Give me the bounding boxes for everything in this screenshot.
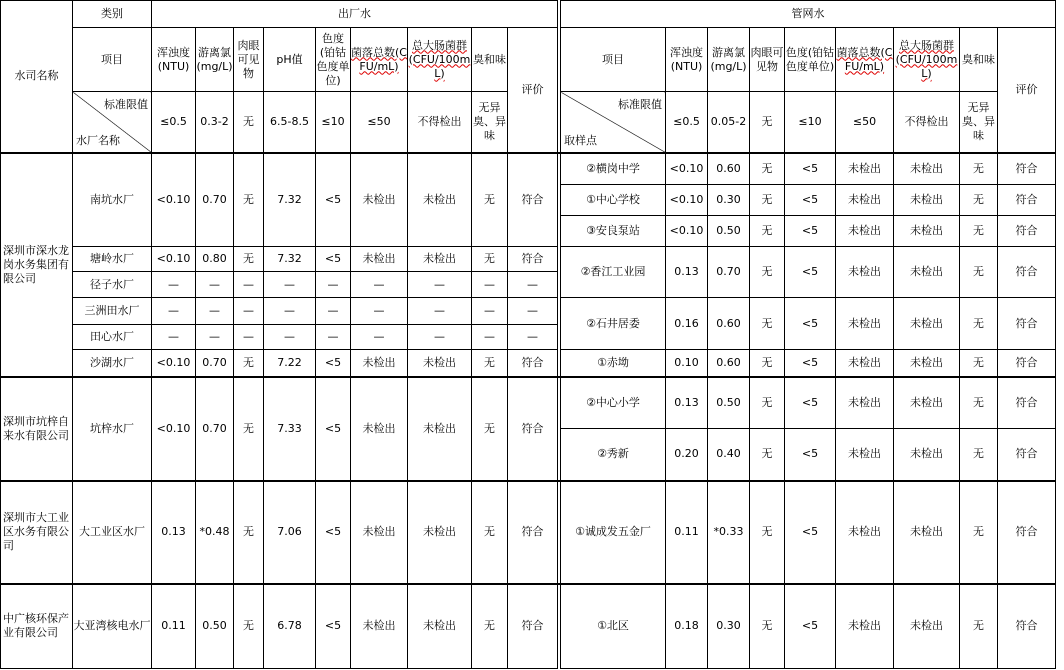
factory-value: 未检出	[351, 377, 408, 481]
factory-value: <0.10	[152, 247, 196, 272]
factory-value: <5	[316, 584, 351, 669]
pipe-value: 0.60	[708, 298, 750, 350]
factory-limit: 0.3-2	[196, 92, 234, 153]
company-name-header: 水司名称	[1, 1, 73, 153]
plant-name: 坑梓水厂	[73, 377, 152, 481]
factory-value: —	[472, 272, 508, 298]
factory-param-header: 总大肠菌群(CFU/100mL)	[408, 28, 472, 92]
pipe-value: <5	[785, 153, 836, 185]
company-name: 深圳市深水龙岗水务集团有限公司	[1, 153, 73, 377]
pipe-value: 0.30	[708, 584, 750, 669]
company-name: 深圳市坑梓自来水有限公司	[1, 377, 73, 481]
factory-value: —	[196, 325, 234, 350]
factory-value: 无	[472, 377, 508, 481]
table-row	[1, 350, 1056, 377]
factory-value: 无	[472, 481, 508, 584]
pipe-value: 0.70	[708, 247, 750, 298]
pipe-value: 无	[960, 247, 998, 298]
factory-value: —	[152, 272, 196, 298]
factory-value: 7.32	[264, 247, 316, 272]
pipe-value: 符合	[998, 429, 1056, 481]
pipe-value: 无	[750, 481, 785, 584]
factory-value: 未检出	[351, 584, 408, 669]
factory-value: 无	[234, 350, 264, 377]
pipe-value: 未检出	[894, 153, 960, 185]
factory-value: 无	[472, 247, 508, 272]
factory-limit: 不得检出	[408, 92, 472, 153]
pipe-value: 无	[960, 584, 998, 669]
factory-value: —	[351, 298, 408, 325]
standard-limit-label: 标准限值	[618, 98, 662, 111]
pipe-value: 无	[960, 429, 998, 481]
pipe-value: 无	[960, 377, 998, 429]
plant-name: 大亚湾核电水厂	[73, 584, 152, 669]
pipe-param-header: 臭和味	[960, 28, 998, 92]
factory-value: 无	[234, 377, 264, 481]
factory-value: —	[316, 298, 351, 325]
factory-value: 未检出	[351, 350, 408, 377]
factory-value: 符合	[508, 481, 558, 584]
diagonal-row-label: 取样点	[564, 133, 597, 147]
pipe-param-header: 总大肠菌群(CFU/100mL)	[894, 28, 960, 92]
pipe-value: <0.10	[666, 185, 708, 216]
factory-value: 无	[234, 247, 264, 272]
pipe-value: 未检出	[836, 584, 894, 669]
pipe-param-header: 游离氯(mg/L)	[708, 28, 750, 92]
table-row	[1, 584, 1056, 669]
plant-name-diagonal-header	[73, 92, 152, 153]
factory-value: 0.80	[196, 247, 234, 272]
pipe-value: 未检出	[894, 298, 960, 350]
factory-value: 未检出	[408, 153, 472, 247]
factory-value: 符合	[508, 377, 558, 481]
pipe-value: 无	[960, 185, 998, 216]
factory-value: 6.78	[264, 584, 316, 669]
pipe-value: 符合	[998, 481, 1056, 584]
factory-value: 符合	[508, 350, 558, 377]
factory-value: —	[408, 272, 472, 298]
pipe-value: 无	[750, 584, 785, 669]
factory-value: —	[264, 325, 316, 350]
pipe-value: 未检出	[836, 298, 894, 350]
pipe-value: 未检出	[836, 153, 894, 185]
sample-point: ③安良泵站	[561, 216, 666, 247]
factory-value: —	[351, 272, 408, 298]
sample-point: ②石井居委	[561, 298, 666, 350]
factory-limit: 无	[234, 92, 264, 153]
factory-value: <0.10	[152, 350, 196, 377]
pipe-value: 未检出	[894, 481, 960, 584]
standard-limit-label: 标准限值	[104, 98, 148, 111]
pipe-value: 未检出	[894, 350, 960, 377]
factory-value: —	[408, 298, 472, 325]
pipe-value: 未检出	[836, 350, 894, 377]
pipe-value: <5	[785, 584, 836, 669]
pipe-value: 0.50	[708, 216, 750, 247]
factory-value: —	[472, 298, 508, 325]
pipe-limit: ≤50	[836, 92, 894, 153]
pipe-value: *0.33	[708, 481, 750, 584]
pipe-value: <5	[785, 247, 836, 298]
factory-param-header: 臭和味	[472, 28, 508, 92]
table-row	[1, 481, 1056, 584]
factory-value: 0.70	[196, 377, 234, 481]
table-row	[1, 247, 1056, 272]
sample-point: ②中心小学	[561, 377, 666, 429]
pipe-value: 0.18	[666, 584, 708, 669]
pipe-param-header: 色度(铂钴色度单位)	[785, 28, 836, 92]
company-name: 深圳市大工业区水务有限公司	[1, 481, 73, 584]
pipe-value: <5	[785, 377, 836, 429]
pipe-param-header: 肉眼可见物	[750, 28, 785, 92]
factory-value: 未检出	[351, 481, 408, 584]
factory-value: 未检出	[351, 247, 408, 272]
company-name: 中广核环保产业有限公司	[1, 584, 73, 669]
factory-value: 未检出	[408, 377, 472, 481]
factory-value: 未检出	[408, 481, 472, 584]
pipe-value: 无	[960, 350, 998, 377]
pipe-value: 0.10	[666, 350, 708, 377]
sample-point-diagonal-header	[561, 92, 666, 153]
factory-value: 0.70	[196, 350, 234, 377]
pipe-limit: 0.05-2	[708, 92, 750, 153]
pipe-value: 符合	[998, 185, 1056, 216]
pipe-value: <5	[785, 429, 836, 481]
pipe-limit: ≤10	[785, 92, 836, 153]
factory-value: —	[508, 325, 558, 350]
pipe-value: 无	[960, 216, 998, 247]
pipe-value: <5	[785, 350, 836, 377]
pipe-limit: 无异臭、异味	[960, 92, 998, 153]
plant-name: 塘岭水厂	[73, 247, 152, 272]
pipe-value: 符合	[998, 298, 1056, 350]
pipe-value: 0.30	[708, 185, 750, 216]
factory-value: 无	[234, 153, 264, 247]
diagonal-row-label: 水厂名称	[76, 133, 120, 147]
item-header: 项目	[73, 28, 152, 92]
pipe-value: 未检出	[894, 429, 960, 481]
factory-value: 无	[472, 153, 508, 247]
factory-param-header: 菌落总数(CFU/mL)	[351, 28, 408, 92]
factory-param-header: 游离氯(mg/L)	[196, 28, 234, 92]
table-row	[1, 153, 1056, 185]
pipe-value: <0.10	[666, 153, 708, 185]
pipe-value: 0.13	[666, 377, 708, 429]
factory-value: 0.13	[152, 481, 196, 584]
factory-value: —	[234, 272, 264, 298]
pipe-value: 符合	[998, 350, 1056, 377]
factory-value: —	[264, 272, 316, 298]
factory-value: —	[508, 298, 558, 325]
pipe-value: 未检出	[836, 216, 894, 247]
factory-value: —	[152, 298, 196, 325]
factory-value: 未检出	[408, 584, 472, 669]
factory-value: —	[152, 325, 196, 350]
sample-point: ②秀新	[561, 429, 666, 481]
pipe-value: 未检出	[894, 216, 960, 247]
pipe-value: 0.16	[666, 298, 708, 350]
pipe-param-header: 菌落总数(CFU/mL)	[836, 28, 894, 92]
factory-value: 7.06	[264, 481, 316, 584]
pipe-value: 无	[750, 185, 785, 216]
plant-name: 南坑水厂	[73, 153, 152, 247]
pipe-value: 未检出	[894, 377, 960, 429]
plant-name: 三洲田水厂	[73, 298, 152, 325]
pipe-value: <0.10	[666, 216, 708, 247]
factory-value: 0.70	[196, 153, 234, 247]
table-row	[1, 298, 1056, 325]
factory-value: 符合	[508, 584, 558, 669]
pipe-value: 未检出	[836, 377, 894, 429]
pipe-value: 无	[750, 429, 785, 481]
factory-value: —	[408, 325, 472, 350]
factory-value: —	[234, 325, 264, 350]
factory-value: —	[264, 298, 316, 325]
factory-param-header: pH值	[264, 28, 316, 92]
pipe-value: 0.20	[666, 429, 708, 481]
factory-value: 未检出	[408, 247, 472, 272]
factory-value: —	[196, 272, 234, 298]
pipe-value: 符合	[998, 584, 1056, 669]
factory-limit: ≤0.5	[152, 92, 196, 153]
table-row	[1, 377, 1056, 429]
factory-value: 7.33	[264, 377, 316, 481]
pipe-value: 无	[750, 298, 785, 350]
factory-value: —	[196, 298, 234, 325]
pipe-value: 未检出	[894, 185, 960, 216]
pipe-value: 无	[750, 350, 785, 377]
factory-value: <5	[316, 481, 351, 584]
factory-value: 未检出	[351, 153, 408, 247]
factory-value: 符合	[508, 153, 558, 247]
pipe-value: 无	[960, 153, 998, 185]
factory-limit: ≤50	[351, 92, 408, 153]
sample-point: ①赤坳	[561, 350, 666, 377]
factory-value: <0.10	[152, 377, 196, 481]
factory-value: —	[316, 272, 351, 298]
factory-param-header: 浑浊度(NTU)	[152, 28, 196, 92]
pipe-evaluation-header: 评价	[998, 28, 1056, 153]
plant-name: 径子水厂	[73, 272, 152, 298]
pipe-value: 无	[750, 377, 785, 429]
factory-value: 无	[472, 584, 508, 669]
table-row	[1, 1, 1056, 28]
pipe-value: 无	[750, 216, 785, 247]
pipe-value: 未检出	[894, 584, 960, 669]
factory-value: 符合	[508, 247, 558, 272]
table-row	[1, 28, 1056, 92]
pipe-value: 0.60	[708, 350, 750, 377]
pipe-limit: 不得检出	[894, 92, 960, 153]
evaluation-header: 评价	[508, 28, 558, 153]
sample-point: ②横岗中学	[561, 153, 666, 185]
factory-value: —	[508, 272, 558, 298]
pipe-value: 无	[750, 247, 785, 298]
pipe-limit: 无	[750, 92, 785, 153]
factory-value: 无	[472, 350, 508, 377]
factory-value: <5	[316, 247, 351, 272]
sample-point: ①中心学校	[561, 185, 666, 216]
pipe-value: 未检出	[836, 185, 894, 216]
pipe-value: 未检出	[836, 247, 894, 298]
pipe-value: 无	[750, 153, 785, 185]
factory-param-header: 色度(铂钴色度单位)	[316, 28, 351, 92]
factory-value: <5	[316, 153, 351, 247]
pipe-value: 未检出	[894, 247, 960, 298]
category-header: 类别	[73, 1, 152, 28]
factory-value: *0.48	[196, 481, 234, 584]
pipe-value: <5	[785, 185, 836, 216]
pipe-value: 无	[960, 298, 998, 350]
sample-point: ①诚成发五金厂	[561, 481, 666, 584]
pipe-value: <5	[785, 481, 836, 584]
factory-value: 0.11	[152, 584, 196, 669]
pipe-value: 符合	[998, 216, 1056, 247]
pipe-water-header: 管网水	[561, 1, 1056, 28]
pipe-value: <5	[785, 298, 836, 350]
pipe-value: 无	[960, 481, 998, 584]
pipe-param-header: 浑浊度(NTU)	[666, 28, 708, 92]
factory-limit: 6.5-8.5	[264, 92, 316, 153]
sample-point: ①北区	[561, 584, 666, 669]
factory-limit: 无异臭、异味	[472, 92, 508, 153]
pipe-value: 0.50	[708, 377, 750, 429]
plant-name: 大工业区水厂	[73, 481, 152, 584]
pipe-limit: ≤0.5	[666, 92, 708, 153]
factory-value: 7.22	[264, 350, 316, 377]
pipe-value: 符合	[998, 247, 1056, 298]
pipe-value: 未检出	[836, 481, 894, 584]
factory-value: 7.32	[264, 153, 316, 247]
factory-value: 无	[234, 481, 264, 584]
factory-value: <5	[316, 377, 351, 481]
pipe-value: 符合	[998, 153, 1056, 185]
factory-value: 0.50	[196, 584, 234, 669]
factory-value: 无	[234, 584, 264, 669]
factory-value: —	[234, 298, 264, 325]
pipe-value: 0.40	[708, 429, 750, 481]
factory-param-header: 肉眼可见物	[234, 28, 264, 92]
factory-water-header: 出厂水	[152, 1, 558, 28]
pipe-value: 0.13	[666, 247, 708, 298]
sample-point: ②香江工业园	[561, 247, 666, 298]
plant-name: 沙湖水厂	[73, 350, 152, 377]
pipe-value: 0.60	[708, 153, 750, 185]
factory-value: <5	[316, 350, 351, 377]
plant-name: 田心水厂	[73, 325, 152, 350]
pipe-item-header: 项目	[561, 28, 666, 92]
factory-value: —	[316, 325, 351, 350]
factory-value: —	[351, 325, 408, 350]
factory-value: <0.10	[152, 153, 196, 247]
pipe-value: <5	[785, 216, 836, 247]
pipe-value: 未检出	[836, 429, 894, 481]
pipe-value: 0.11	[666, 481, 708, 584]
pipe-value: 符合	[998, 377, 1056, 429]
factory-limit: ≤10	[316, 92, 351, 153]
factory-value: 未检出	[408, 350, 472, 377]
factory-value: —	[472, 325, 508, 350]
